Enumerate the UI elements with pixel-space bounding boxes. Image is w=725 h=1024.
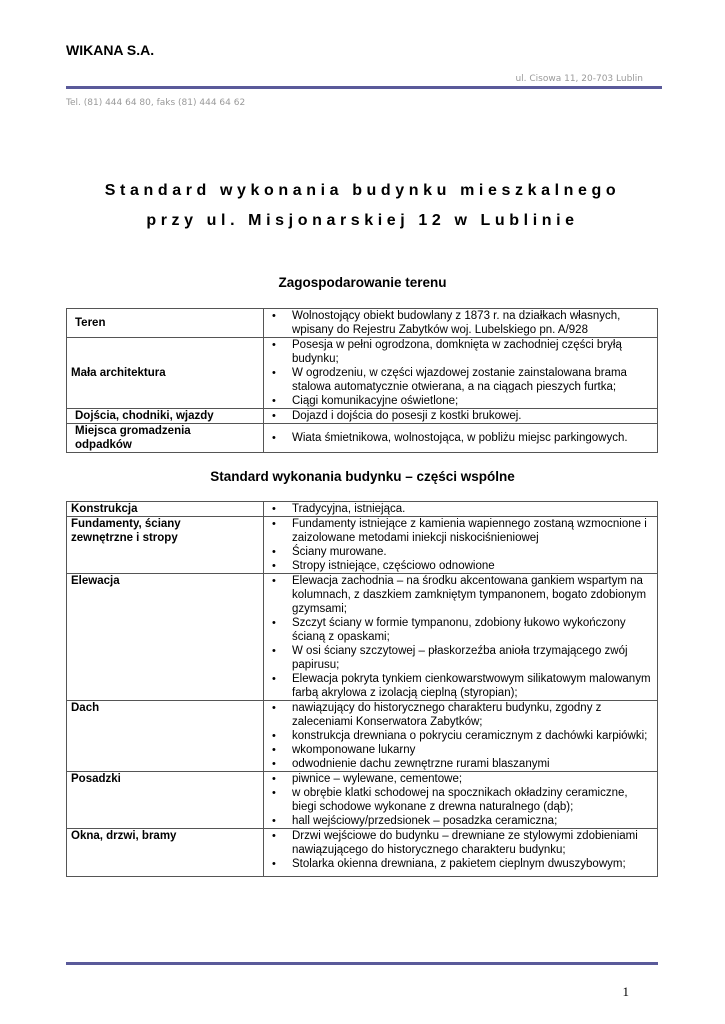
document-title-line2: przy ul. Misjonarskiej 12 w Lublinie [146, 212, 579, 229]
table-row [67, 829, 658, 877]
list-item: • nawiązujący do historycznego charakteru budynku, zgodny z zaleceniami Konserwatora Zabytków; [268, 701, 653, 729]
list-item: • Dojazd i dojścia do posesji z kostki brukowej. [268, 409, 653, 423]
table-row [67, 309, 658, 338]
row-content [264, 574, 658, 701]
page-number: 1 [622, 984, 629, 999]
list-item: • Ściany murowane. [268, 545, 653, 559]
table-row [67, 517, 658, 574]
header-rule [66, 86, 662, 89]
list-item: • Stolarka okienna drewniana, z pakietem cieplnym dwuszybowym; [268, 857, 653, 871]
section2-heading: Standard wykonania budynku – części wspólne [210, 469, 515, 484]
row-label: Fundamenty, ściany zewnętrzne i stropy [67, 517, 264, 574]
table-row [67, 338, 658, 409]
row-content [264, 409, 658, 424]
list-item: • Szczyt ściany w formie tympanonu, zdobiony łukowo wykończony ścianą z opaskami; [268, 616, 653, 644]
row-label: Okna, drzwi, bramy [67, 829, 264, 877]
list-item: • konstrukcja drewniana o pokryciu ceramicznym z dachówki karpiówki; [268, 729, 653, 743]
row-content [264, 338, 658, 409]
list-item: • Elewacja zachodnia – na środku akcentowana gankiem wspartym na kolumnach, z daszkiem zamkniętym tympanonem, bogato zdobionym gzymsami; [268, 574, 653, 616]
row-label: Dojścia, chodniki, wjazdy [67, 409, 264, 424]
row-label: Elewacja [67, 574, 264, 701]
company-phone: Tel. (81) 444 64 80, faks (81) 444 64 62 [66, 98, 246, 108]
list-item: • hall wejściowy/przedsionek – posadzka ceramiczna; [268, 814, 653, 828]
section1-heading: Zagospodarowanie terenu [278, 275, 447, 290]
list-item: • W ogrodzeniu, w części wjazdowej zostanie zainstalowana brama stalowa automatycznie otwierana, a na ciągach pieszych furtka; [268, 366, 653, 394]
list-item: • Wolnostojący obiekt budowlany z 1873 r. na działkach własnych, wpisany do Rejestru Zabytków woj. Lubelskiego pn. A/928 [268, 309, 653, 337]
row-content [264, 424, 658, 453]
table-row [67, 772, 658, 829]
row-label: Konstrukcja [67, 502, 264, 517]
list-item: • odwodnienie dachu zewnętrzne rurami blaszanymi [268, 757, 653, 771]
list-item: • Wiata śmietnikowa, wolnostojąca, w pobliżu miejsc parkingowych. [268, 431, 653, 445]
row-content [264, 502, 658, 517]
footer-rule [66, 962, 658, 965]
row-content [264, 517, 658, 574]
list-item: • Tradycyjna, istniejąca. [268, 502, 653, 516]
list-item: • wkomponowane lukarny [268, 743, 653, 757]
table-row [67, 701, 658, 772]
row-content [264, 701, 658, 772]
row-label: Teren [67, 309, 264, 338]
list-item: • Drzwi wejściowe do budynku – drewniane ze stylowymi zdobieniami nawiązującego do historycznego charakteru budynku; [268, 829, 653, 857]
list-item: • w obrębie klatki schodowej na spocznikach okładziny ceramiczne, biegi schodowe wykonane z drewna naturalnego (dąb); [268, 786, 653, 814]
row-label: Miejsca gromadzenia odpadków [67, 424, 264, 453]
table-row [67, 574, 658, 701]
list-item: • Elewacja pokryta tynkiem cienkowarstwowym silikatowym malowanym farbą akrylowa z izolacją cieplną (styropian); [268, 672, 653, 700]
section2-table [66, 501, 658, 877]
row-content [264, 772, 658, 829]
table-row [67, 424, 658, 453]
table-row [67, 502, 658, 517]
list-item: • Ciągi komunikacyjne oświetlone; [268, 394, 653, 408]
company-name: WIKANA S.A. [66, 42, 155, 58]
row-label: Mała architektura [67, 338, 264, 409]
list-item: • piwnice – wylewane, cementowe; [268, 772, 653, 786]
section1-table [66, 308, 658, 453]
company-address: ul. Cisowa 11, 20-703 Lublin [515, 74, 643, 84]
list-item: • W osi ściany szczytowej – płaskorzeźba anioła trzymającego zwój papirusu; [268, 644, 653, 672]
list-item: • Posesja w pełni ogrodzona, domknięta w zachodniej części bryłą budynku; [268, 338, 653, 366]
row-label: Dach [67, 701, 264, 772]
table-row [67, 409, 658, 424]
row-content [264, 829, 658, 877]
row-label: Posadzki [67, 772, 264, 829]
list-item: • Stropy istniejące, częściowo odnowione [268, 559, 653, 573]
list-item: • Fundamenty istniejące z kamienia wapiennego zostaną wzmocnione i zaizolowane metodami iniekcji niskociśnieniowej [268, 517, 653, 545]
row-content [264, 309, 658, 338]
document-title-line1: Standard wykonania budynku mieszkalnego [104, 182, 621, 199]
